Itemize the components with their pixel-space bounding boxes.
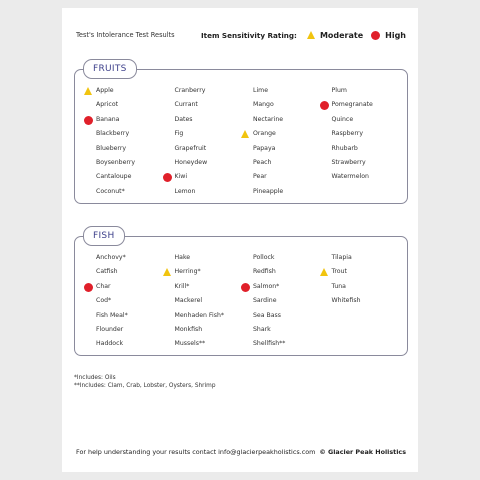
list-item <box>85 113 164 127</box>
item-label: Blueberry <box>96 144 127 152</box>
item-label: Haddock <box>96 340 124 348</box>
fish-grid <box>85 251 397 352</box>
item-label: Lime <box>253 87 269 94</box>
list-item <box>164 294 243 308</box>
list-item <box>321 84 400 98</box>
list-item <box>242 309 321 323</box>
item-label: Honeydew <box>174 158 208 166</box>
list-item <box>242 142 321 156</box>
item-label: Herring* <box>174 268 201 276</box>
list-item <box>85 185 164 199</box>
list-item <box>85 280 164 294</box>
list-item <box>164 280 243 294</box>
list-item <box>321 142 400 156</box>
list-item <box>164 142 243 156</box>
legend-label: Item Sensitivity Rating: <box>200 30 297 40</box>
item-label: Papaya <box>253 144 276 152</box>
item-label: Blackberry <box>96 130 130 138</box>
list-item <box>321 127 400 141</box>
list-item <box>85 142 164 156</box>
list-item <box>164 98 243 112</box>
report-page <box>62 8 418 472</box>
item-label: Rhubarb <box>331 144 358 152</box>
item-label: Banana <box>96 115 120 123</box>
circle-icon <box>320 101 329 110</box>
report-header <box>76 25 406 45</box>
item-label: Dates <box>174 115 193 123</box>
list-item <box>242 323 321 337</box>
list-item <box>85 251 164 265</box>
footnotes <box>74 374 216 391</box>
item-label: Pomegranate <box>331 101 373 109</box>
list-item <box>321 170 400 184</box>
list-item <box>321 113 400 127</box>
item-label: Tilapia <box>331 254 352 261</box>
list-item <box>85 98 164 112</box>
list-item <box>164 113 243 127</box>
list-item <box>242 265 321 279</box>
list-item <box>242 98 321 112</box>
item-label: Cod* <box>96 297 112 305</box>
item-label: Hake <box>174 254 191 261</box>
item-label: Raspberry <box>331 130 363 138</box>
list-item <box>321 280 400 294</box>
item-label: Coconut* <box>96 187 125 195</box>
fruits-section <box>74 64 408 204</box>
item-label: Strawberry <box>331 158 366 166</box>
item-label: Plum <box>331 87 347 94</box>
list-item <box>321 156 400 170</box>
triangle-icon <box>307 31 315 39</box>
triangle-icon <box>84 87 92 95</box>
legend-high-label: High <box>385 30 406 40</box>
item-label: Sea Bass <box>253 311 281 319</box>
list-item <box>242 280 321 294</box>
list-item <box>321 98 400 112</box>
list-item <box>164 170 243 184</box>
legend-high <box>371 31 406 40</box>
item-label: Flounder <box>96 325 124 333</box>
list-item <box>85 337 164 351</box>
item-label: Mackerel <box>174 297 203 305</box>
list-item <box>164 185 243 199</box>
item-label: Menhaden Fish* <box>174 311 224 319</box>
list-item <box>164 84 243 98</box>
legend-moderate <box>307 31 363 40</box>
list-item <box>164 323 243 337</box>
list-item <box>321 265 400 279</box>
item-label: Watermelon <box>331 173 369 181</box>
list-item <box>242 185 321 199</box>
list-item <box>85 127 164 141</box>
item-label: Fig <box>174 130 184 138</box>
item-label: Pineapple <box>253 187 284 195</box>
item-label: Trout <box>331 268 347 276</box>
sensitivity-legend <box>201 31 406 40</box>
item-label: Peach <box>253 158 272 166</box>
brand-name: © Glacier Peak Holistics <box>319 448 406 456</box>
list-item <box>164 337 243 351</box>
circle-icon <box>84 116 93 125</box>
list-item <box>85 170 164 184</box>
fruits-grid <box>85 84 397 199</box>
triangle-icon <box>163 268 171 276</box>
report-title: Test's Intolerance Test Results <box>76 31 175 39</box>
item-label: Monkfish <box>174 325 203 333</box>
list-item <box>85 323 164 337</box>
list-item <box>85 309 164 323</box>
item-label: Quince <box>331 115 354 123</box>
list-item <box>85 265 164 279</box>
item-label: Pollock <box>253 254 275 261</box>
item-label: Grapefruit <box>174 144 207 152</box>
item-label: Mango <box>253 101 274 109</box>
list-item <box>85 156 164 170</box>
triangle-icon <box>320 268 328 276</box>
list-item <box>321 251 400 265</box>
list-item <box>85 84 164 98</box>
item-label: Pear <box>253 173 267 181</box>
list-item <box>164 127 243 141</box>
item-label: Cantaloupe <box>96 173 132 181</box>
item-label: Tuna <box>331 282 346 290</box>
list-item <box>164 265 243 279</box>
circle-icon <box>163 173 172 182</box>
circle-icon <box>84 283 93 292</box>
item-label: Nectarine <box>253 115 284 123</box>
circle-icon <box>241 283 250 292</box>
list-item <box>321 294 400 308</box>
triangle-icon <box>241 130 249 138</box>
section-title-fish: FISH <box>83 226 125 246</box>
item-label: Apricot <box>96 101 119 109</box>
item-label: Sardine <box>253 297 277 305</box>
list-item <box>164 309 243 323</box>
list-item <box>164 251 243 265</box>
section-title-fruits: FRUITS <box>83 59 137 79</box>
fish-section <box>74 231 408 356</box>
footnote-oils: *Includes: Oils <box>74 375 116 381</box>
item-label: Shellfish** <box>253 340 286 348</box>
list-item <box>242 127 321 141</box>
item-label: Catfish <box>96 268 118 276</box>
list-item <box>242 337 321 351</box>
item-label: Kiwi <box>174 173 188 181</box>
item-label: Shark <box>253 325 271 333</box>
item-label: Boysenberry <box>96 158 136 166</box>
list-item <box>164 156 243 170</box>
item-label: Orange <box>253 130 276 138</box>
item-label: Whitefish <box>331 297 361 305</box>
item-label: Apple <box>96 87 114 94</box>
item-label: Currant <box>174 101 198 109</box>
item-label: Salmon* <box>253 282 280 290</box>
help-text: For help understanding your results contact info@glacierpeakholistics.com <box>76 448 316 456</box>
item-label: Redfish <box>253 268 276 276</box>
item-label: Lemon <box>174 187 196 195</box>
item-label: Mussels** <box>174 340 206 348</box>
item-label: Anchovy* <box>96 254 126 261</box>
list-item <box>242 170 321 184</box>
list-item <box>242 84 321 98</box>
list-item <box>242 113 321 127</box>
legend-moderate-label: Moderate <box>319 30 364 40</box>
item-label: Char <box>96 282 111 290</box>
list-item <box>85 294 164 308</box>
list-item <box>242 294 321 308</box>
list-item <box>242 251 321 265</box>
item-label: Cranberry <box>174 87 206 94</box>
page-footer <box>76 448 406 456</box>
list-item <box>242 156 321 170</box>
item-label: Krill* <box>174 282 190 290</box>
circle-icon <box>371 31 380 40</box>
footnote-shellfish: **Includes: Clam, Crab, Lobster, Oysters, Shrimp <box>74 383 216 390</box>
item-label: Fish Meal* <box>96 311 128 319</box>
